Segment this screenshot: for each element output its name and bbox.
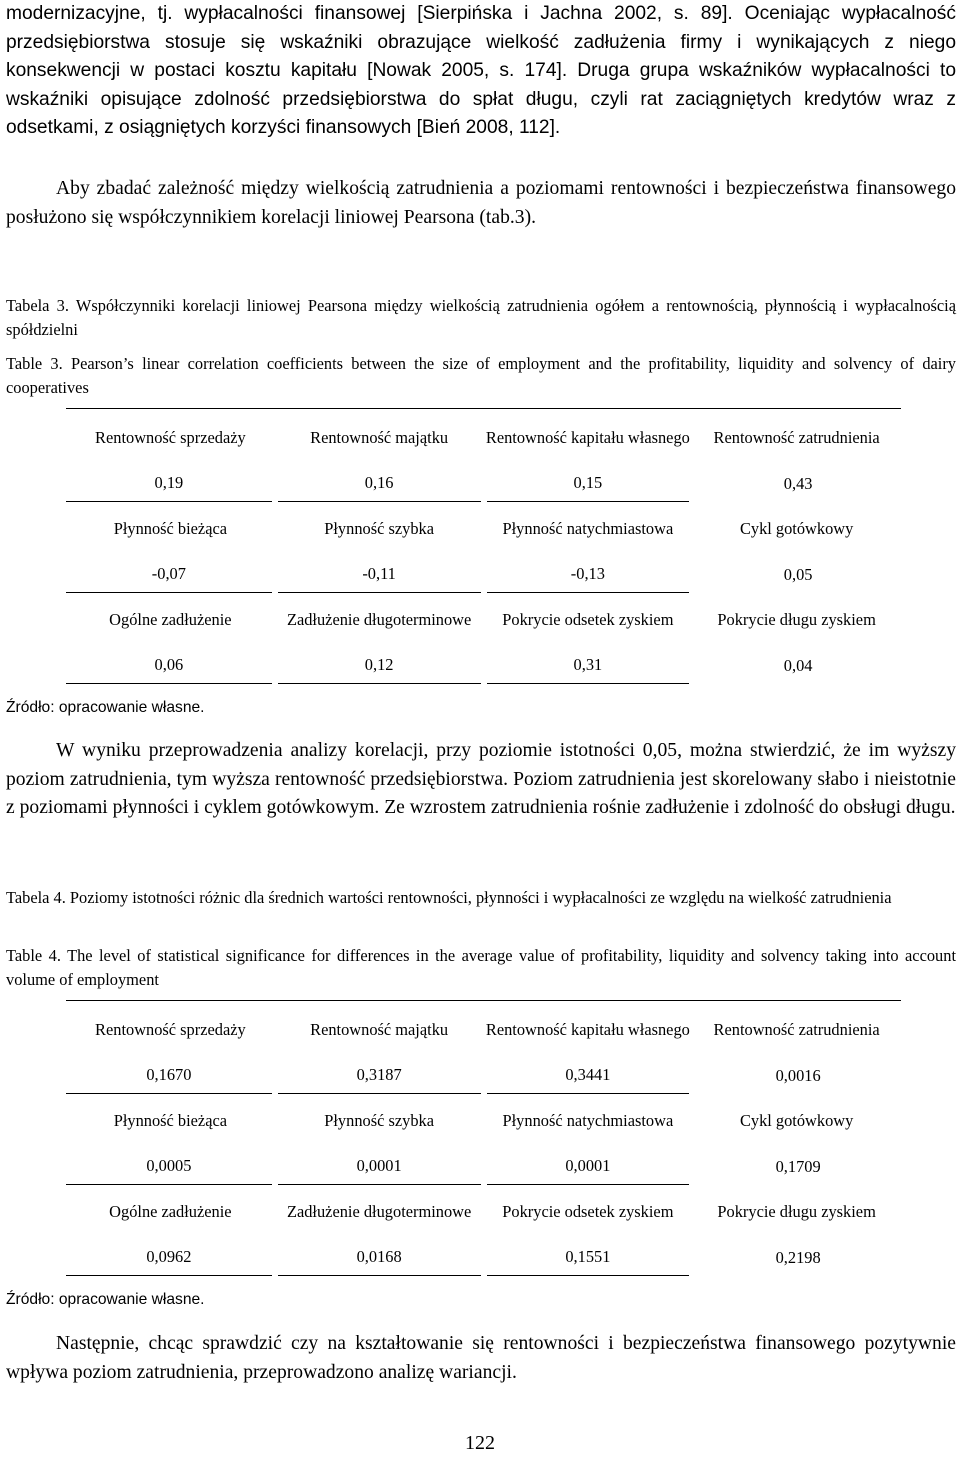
table-row [66,1003,901,1057]
table-value-cell: 0,0001 [484,1148,693,1185]
table-value-cell: 0,1551 [484,1239,693,1276]
table-header-cell: Zadłużenie długoterminowe [286,1202,472,1222]
table-value-cell: 0,0005 [66,1148,275,1185]
table-value-cell: -0,11 [275,556,484,593]
table-value-cell: 0,05 [692,556,901,593]
table-value-cell: 0,1670 [66,1057,275,1094]
table-value-cell: 0,43 [692,465,901,502]
table-value-cell: 0,0168 [275,1239,484,1276]
table-row [66,647,901,684]
table-header-cell: Płynność szybka [324,1111,434,1131]
table-header-cell: Rentowność zatrudnienia [713,1020,880,1040]
table-value-cell: 0,16 [275,465,484,502]
table-row [66,593,901,648]
table3-source: Źródło: opracowanie własne. [6,699,205,716]
table-header-cell: Cykl gotówkowy [739,1111,854,1130]
table-header-cell: Rentowność sprzedaży [95,1020,246,1040]
table-value-cell: -0,13 [484,556,693,593]
table4-caption-pl: Tabela 4. Poziomy istotności różnic dla średnich wartości rentowności, płynności i wypłacalności ze względu na wielkość zatrudnienia [6,888,892,907]
table-value-cell: 0,3441 [484,1057,693,1094]
table3-caption-en: Table 3. Pearson’s linear correlation coefficients between the size of employment and the profitability, liquidity and solvency of dairy cooperatives [6,354,956,397]
table-row [66,502,901,557]
table4-source: Źródło: opracowanie własne. [6,1291,205,1308]
table-value-cell: 0,15 [484,465,693,502]
table4-caption-en: Table 4. The level of statistical significance for differences in the average value of profitability, liquidity and solvency taking into account volume of employment [6,946,956,989]
table-header-cell: Pokrycie długu zyskiem [717,1202,876,1221]
intro-paragraph: modernizacyjne, tj. wypłacalności finansowej [Sierpińska i Jachna 2002, s. 89]. Oceniając wypłacalność przedsiębiorstwa stosuje się wskaźniki obrazujące wielkość zadłużenia firmy i wynikających z niego konsekwencji w postaci kosztu kapitału [Nowak 2005, s. 174]. Druga grupa wskaźników wypłacalności to wskaźniki opisujące zdolność przedsiębiorstwa do spłat długu, czyli rat zaciągniętych kredytów wraz z odsetkami, z osiągniętych korzyści finansowych [Bień 2008, 112]. [6,3,956,139]
table-value-cell: 0,0962 [66,1239,275,1276]
table-header-cell: Rentowność sprzedaży [95,428,246,448]
table-value-cell: 0,2198 [692,1239,901,1276]
table-row [66,1148,901,1185]
paragraph-methodology: Aby zbadać zależność między wielkością zatrudnienia a poziomami rentowności i bezpieczeństwa finansowego posłużono się współczynnikiem korelacji liniowej Pearsona (tab.3). [6,178,956,228]
table-header-cell: Rentowność kapitału własnego [485,428,690,448]
table3-top-rule [66,408,901,409]
table-value-cell: 0,1709 [692,1148,901,1185]
table4-top-rule [66,1000,901,1001]
paragraph-results: W wyniku przeprowadzenia analizy korelacji, przy poziomie istotności 0,05, można stwierdzić, że im wyższy poziom zatrudnienia, tym wyższa rentowność przedsiębiorstwa. Poziom zatrudnienia jest skorelowany słabo i nieistotnie z poziomami płynności i cyklem gotówkowym. Ze wzrostem zatrudnienia rośnie zadłużenie i zdolność do obsługi długu. [6,740,956,819]
table3 [66,411,901,684]
table-row [66,556,901,593]
table-header-cell: Ogólne zadłużenie [109,1202,232,1222]
table-value-cell: 0,3187 [275,1057,484,1094]
table-header-cell: Rentowność kapitału własnego [485,1020,690,1040]
table3-caption-pl: Tabela 3. Współczynniki korelacji liniowej Pearsona między wielkością zatrudnienia ogółem a rentownością, płynnością i wypłacalnością spółdzielni [6,296,956,339]
table-header-cell: Płynność bieżąca [113,519,228,539]
table-row [66,1094,901,1149]
table-header-cell: Rentowność majątku [310,428,449,448]
table-header-cell: Płynność natychmiastowa [502,519,674,539]
table-value-cell: 0,04 [692,647,901,684]
table-header-cell: Rentowność majątku [310,1020,449,1040]
table-header-cell: Pokrycie odsetek zyskiem [502,610,674,630]
table-row [66,1239,901,1276]
table-header-cell: Ogólne zadłużenie [109,610,232,630]
page-number: 122 [465,1432,495,1454]
paragraph-next-steps: Następnie, chcąc sprawdzić czy na kształtowanie się rentowności i bezpieczeństwa finansowego pozytywnie wpływa poziom zatrudnienia, przeprowadzono analizę wariancji. [6,1333,956,1383]
table-value-cell: 0,19 [66,465,275,502]
table-header-cell: Płynność bieżąca [113,1111,228,1131]
table-header-cell: Płynność natychmiastowa [502,1111,674,1131]
table-value-cell: 0,31 [484,647,693,684]
table-row [66,465,901,502]
table-header-cell: Cykl gotówkowy [739,519,854,538]
table-value-cell: -0,07 [66,556,275,593]
table-header-cell: Rentowność zatrudnienia [713,428,880,448]
table-header-cell: Pokrycie odsetek zyskiem [502,1202,674,1222]
table4 [66,1003,901,1276]
table-header-cell: Zadłużenie długoterminowe [286,610,472,630]
table-value-cell: 0,0001 [275,1148,484,1185]
table-header-cell: Pokrycie długu zyskiem [717,610,876,629]
table-value-cell: 0,06 [66,647,275,684]
table-row [66,1057,901,1094]
table-value-cell: 0,12 [275,647,484,684]
table-header-cell: Płynność szybka [324,519,434,539]
table-row [66,411,901,465]
table-row [66,1185,901,1240]
table-value-cell: 0,0016 [692,1057,901,1094]
